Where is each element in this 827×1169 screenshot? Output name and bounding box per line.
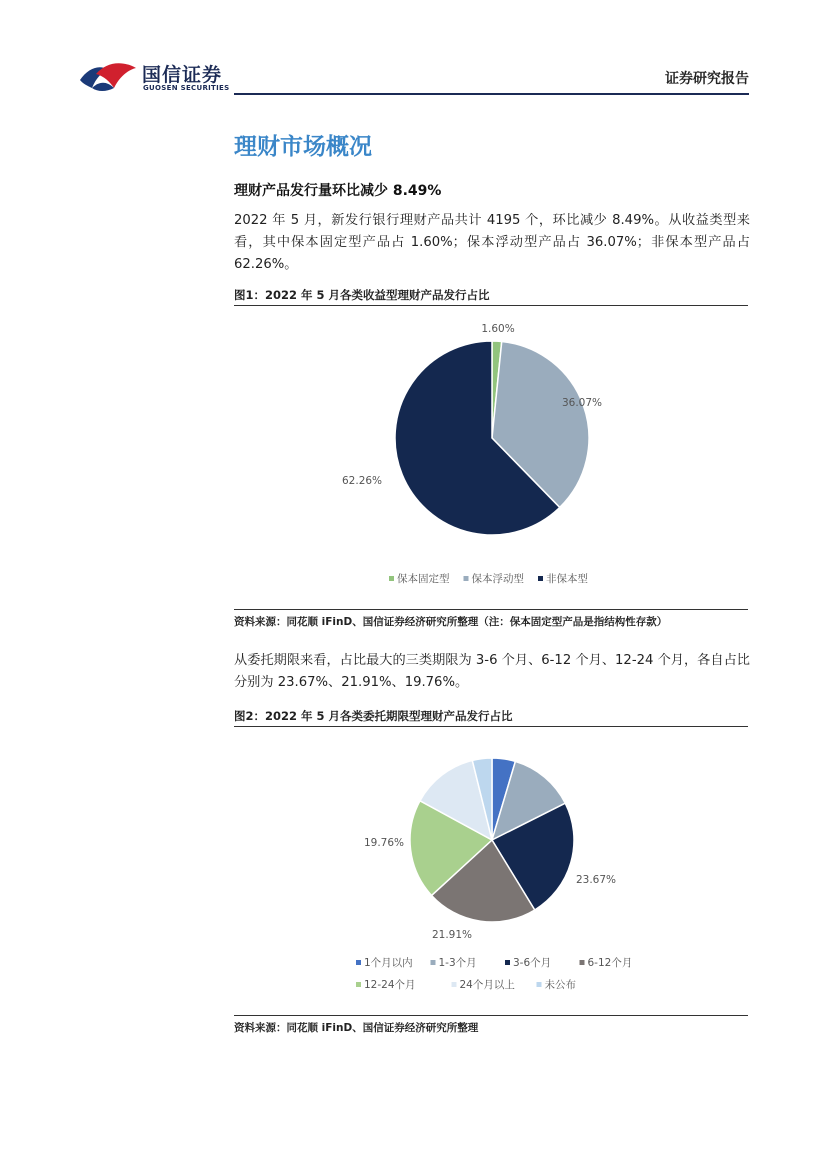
figure2-top-rule	[234, 726, 748, 727]
figure2-caption: 图2：2022 年 5 月各类委托期限型理财产品发行占比	[234, 709, 513, 723]
legend-swatch	[505, 960, 510, 965]
legend-swatch	[431, 960, 436, 965]
guosen-logo-icon	[78, 58, 138, 94]
figure1-bottom-rule	[234, 609, 748, 610]
figure1-source: 资料来源：同花顺 iFinD、国信证券经济研究所整理（注：保本固定型产品是指结构性存款）	[234, 616, 668, 628]
subheading: 理财产品发行量环比减少 8.49%	[234, 183, 442, 199]
legend-swatch	[452, 982, 457, 987]
figure2-bottom-rule	[234, 1015, 748, 1016]
legend-swatch	[538, 576, 543, 581]
data-label: 21.91%	[431, 929, 473, 941]
legend-item: 未公布	[544, 979, 576, 991]
legend-item: 非保本型	[546, 573, 588, 585]
legend-swatch	[580, 960, 585, 965]
legend-item: 12-24个月	[364, 979, 416, 991]
header-divider	[234, 93, 749, 95]
paragraph-term: 从委托期限来看，占比最大的三类期限为 3-6 个月、6-12 个月、12-24 个月，各自占比分别为 23.67%、21.91%、19.76%。	[234, 653, 750, 690]
data-label: 19.76%	[363, 837, 405, 849]
legend-item: 保本固定型	[397, 573, 450, 585]
data-label: 1.60%	[481, 323, 515, 335]
legend-item: 3-6个月	[513, 957, 552, 969]
section-title: 理财市场概况	[234, 134, 372, 160]
figure2-pie-chart	[234, 728, 748, 1014]
legend-swatch	[356, 982, 361, 987]
legend-item: 1-3个月	[438, 957, 477, 969]
legend-item: 1个月以内	[364, 957, 413, 969]
legend-item: 24个月以上	[459, 979, 515, 991]
figure1-caption: 图1：2022 年 5 月各类收益型理财产品发行占比	[234, 288, 490, 302]
legend-swatch	[356, 960, 361, 965]
legend-item: 6-12个月	[587, 957, 633, 969]
figure2-source: 资料来源：同花顺 iFinD、国信证券经济研究所整理	[234, 1022, 479, 1034]
data-label: 62.26%	[342, 475, 383, 487]
data-label: 23.67%	[575, 874, 617, 886]
logo-english-name: GUOSEN SECURITIES	[143, 84, 230, 92]
report-type-label: 证券研究报告	[665, 71, 749, 87]
legend-swatch	[464, 576, 469, 581]
page-header	[0, 0, 827, 100]
paragraph-issuance: 2022 年 5 月，新发行银行理财产品共计 4195 个，环比减少 8.49%。从收益类型来看，其中保本固定型产品占 1.60%；保本浮动型产品占 36.07%；非保本型产品占 62.26%。	[234, 213, 750, 272]
figure1-pie-chart	[234, 306, 748, 608]
data-label: 36.07%	[561, 397, 602, 409]
logo-chinese-name: 国信证券	[142, 64, 223, 86]
legend-swatch	[389, 576, 394, 581]
legend-item: 保本浮动型	[471, 573, 524, 585]
legend-swatch	[537, 982, 542, 987]
